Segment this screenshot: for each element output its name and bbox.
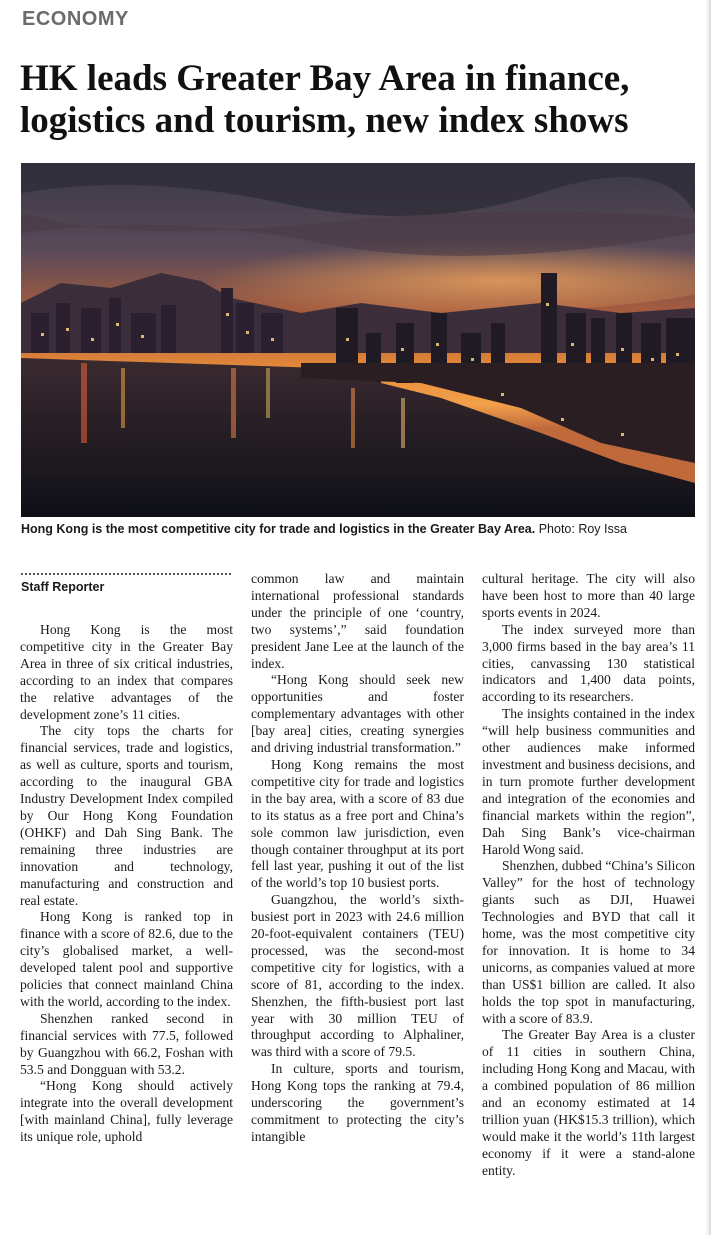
paragraph: Guangzhou, the world’s sixth-busiest port in 2023 with 24.6 million 20-foot-equivalent containers (TEU) processed, was the second-most competitive city for logistics, with a score of 81, according to the index. Shenzhen, the fifth-busiest port last year with 30 million TEU of throughput according to Alphaliner, was third with a score of 79.5. — [251, 892, 464, 1060]
article-column-1 — [20, 622, 233, 1146]
article-column-2 — [251, 571, 464, 1146]
paragraph: The index surveyed more than 3,000 firms based in the bay area’s 11 cities, canvassing 130 statistical indicators and 1,400 data points, according to its researchers. — [482, 621, 695, 705]
paragraph: The city tops the charts for financial services, trade and logistics, as well as culture, sports and tourism, according to the inaugural GBA Industry Development Index compiled by Our Hong Kong Foundation (OHKF) and Dah Sing Bank. The remaining three industries are innovation and technology, manufacturing and construction and real estate. — [20, 723, 233, 908]
byline-rule — [21, 573, 231, 575]
section-label: ECONOMY — [22, 8, 129, 30]
caption-text: Hong Kong is the most competitive city for trade and logistics in the Greater Bay Area. — [21, 522, 536, 536]
paragraph: The insights contained in the index “will help business communities and other audiences make informed investment and business decisions, and in turn promote further development and integration of the economies and financial markets within the region”, Dah Sing Bank’s vice-chairman Harold Wong said. — [482, 706, 695, 857]
headline: HK leads Greater Bay Area in finance, logistics and tourism, new index shows — [20, 58, 630, 141]
paragraph: cultural heritage. The city will also have been host to more than 40 large sports events in 2024. — [482, 571, 695, 620]
paragraph: In culture, sports and tourism, Hong Kong tops the ranking at 79.4, underscoring the government’s commitment to protecting the city’s intangible — [251, 1061, 464, 1144]
paragraph: Hong Kong remains the most competitive city for trade and logistics in the bay area, with a score of 83 due to its status as a free port and China’s sole common law jurisdiction, even though container throughput at its port fell last year, pushing it out of the list of the world’s top 10 busiest ports. — [251, 756, 464, 891]
paragraph: “Hong Kong should actively integrate into the overall development [with mainland China], fully leverage its unique role, uphold — [20, 1078, 233, 1145]
photo-credit: Photo: Roy Issa — [538, 522, 627, 536]
paragraph: Hong Kong is the most competitive city in the Greater Bay Area in three of six critical industries, according to an index that compares the relative advantages of the development zone’s 11 cities. — [20, 622, 233, 722]
page-edge — [706, 0, 711, 1235]
article-column-3 — [482, 571, 695, 1180]
paragraph: The Greater Bay Area is a cluster of 11 cities in southern China, including Hong Kong and Macau, with a combined population of 86 million and an economy estimated at 14 trillion yuan (HK$15.3 trillion), which would make it the world’s 11th largest economy if it were a stand-alone entity. — [482, 1027, 695, 1178]
paragraph: Shenzhen, dubbed “China’s Silicon Valley” for the host of technology giants such as DJI, Huawei Technologies and BYD that call it home, was the most competitive city for innovation. It is home to 34 unicorns, as companies valued at more than US$1 billion are called. It also holds the top spot in manufacturing, with a score of 83.9. — [482, 858, 695, 1026]
byline: Staff Reporter — [21, 580, 105, 594]
paragraph: “Hong Kong should seek new opportunities and foster complementary advantages with other [bay area] cities, creating synergies and driving industrial transformation.” — [251, 672, 464, 756]
paragraph: common law and maintain international professional standards under the principle of one ‘country, two systems’,” said foundation president Jane Lee at the launch of the index. — [251, 571, 464, 671]
photo-caption — [21, 521, 701, 537]
harbour-photo — [21, 163, 695, 517]
paragraph: Shenzhen ranked second in financial services with 77.5, followed by Guangzhou with 66.2, Foshan with 53.5 and Dongguan with 53.2. — [20, 1010, 233, 1077]
paragraph: Hong Kong is ranked top in finance with a score of 82.6, due to the city’s globalised market, a well-developed talent pool and supportive policies that connect mainland China with the world, according to the index. — [20, 909, 233, 1009]
